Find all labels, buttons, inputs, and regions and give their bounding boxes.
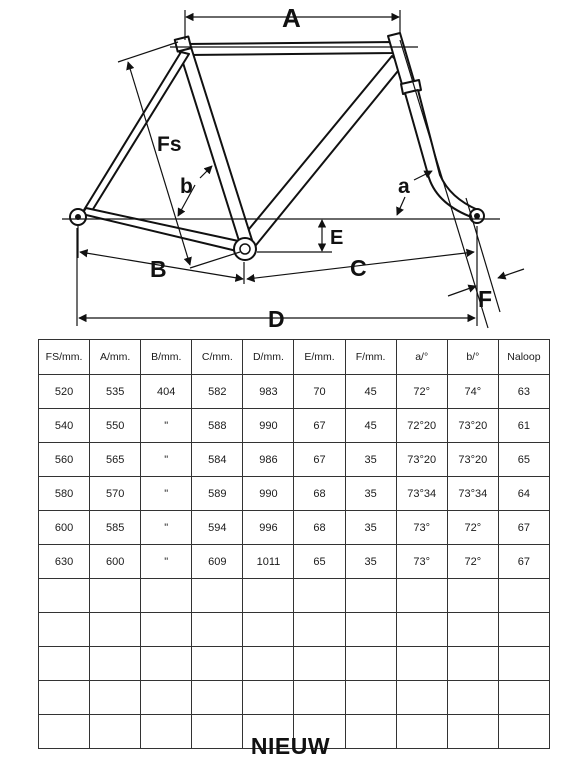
label-d-dimension: D xyxy=(268,306,285,332)
table-header-cell: Naloop xyxy=(498,340,549,375)
label-c-dimension: C xyxy=(350,255,367,281)
table-cell xyxy=(447,647,498,681)
table-cell: 35 xyxy=(345,545,396,579)
front-axle xyxy=(474,213,480,219)
table-cell: 72° xyxy=(447,545,498,579)
table-cell: 45 xyxy=(345,375,396,409)
table-cell: 582 xyxy=(192,375,243,409)
table-cell: 70 xyxy=(294,375,345,409)
table-cell: 73° xyxy=(396,545,447,579)
table-cell xyxy=(243,647,294,681)
table-cell: 72°20 xyxy=(396,409,447,443)
table-cell xyxy=(498,647,549,681)
table-cell xyxy=(39,681,90,715)
table-cell: 986 xyxy=(243,443,294,477)
table-cell xyxy=(447,613,498,647)
table-cell xyxy=(498,681,549,715)
label-a-dimension: A xyxy=(282,3,301,33)
label-a-angle: a xyxy=(398,175,410,198)
table-cell xyxy=(396,681,447,715)
table-cell: 520 xyxy=(39,375,90,409)
table-header-cell: D/mm. xyxy=(243,340,294,375)
table-header-cell: C/mm. xyxy=(192,340,243,375)
table-cell: 68 xyxy=(294,477,345,511)
table-cell: 600 xyxy=(39,511,90,545)
table-row xyxy=(39,647,550,681)
table-header-cell: a/° xyxy=(396,340,447,375)
table-cell: 73° xyxy=(396,511,447,545)
table-cell xyxy=(90,579,141,613)
table-cell: 404 xyxy=(141,375,192,409)
table-cell: 73°20 xyxy=(447,443,498,477)
table-cell: 550 xyxy=(90,409,141,443)
table-cell: " xyxy=(141,511,192,545)
label-f-dimension: F xyxy=(478,286,493,312)
table-row xyxy=(39,545,550,579)
geometry-table-body xyxy=(39,375,550,749)
table-cell xyxy=(396,613,447,647)
table-row xyxy=(39,579,550,613)
table-cell: 65 xyxy=(498,443,549,477)
chain-stay xyxy=(82,208,243,252)
table-cell: 35 xyxy=(345,511,396,545)
table-cell xyxy=(498,613,549,647)
table-cell xyxy=(345,647,396,681)
table-cell: 1011 xyxy=(243,545,294,579)
label-fs: Fs xyxy=(157,133,182,156)
table-header-cell: FS/mm. xyxy=(39,340,90,375)
table-cell: 560 xyxy=(39,443,90,477)
table-cell: 588 xyxy=(192,409,243,443)
table-cell xyxy=(141,681,192,715)
table-cell xyxy=(345,613,396,647)
table-cell xyxy=(294,579,345,613)
table-cell: 45 xyxy=(345,409,396,443)
table-cell: 570 xyxy=(90,477,141,511)
table-cell: 61 xyxy=(498,409,549,443)
table-cell xyxy=(294,681,345,715)
table-cell: 67 xyxy=(498,545,549,579)
table-cell xyxy=(294,647,345,681)
table-cell: 996 xyxy=(243,511,294,545)
table-cell xyxy=(243,579,294,613)
bottom-bracket-inner xyxy=(240,244,250,254)
down-tube xyxy=(240,56,402,250)
table-cell: 73°34 xyxy=(447,477,498,511)
table-cell: 990 xyxy=(243,477,294,511)
table-cell xyxy=(396,579,447,613)
table-cell: 35 xyxy=(345,443,396,477)
table-cell: 64 xyxy=(498,477,549,511)
table-cell: " xyxy=(141,477,192,511)
steering-axis-line xyxy=(400,40,488,328)
seat-cluster xyxy=(175,36,191,51)
table-cell xyxy=(141,613,192,647)
table-cell: 72° xyxy=(396,375,447,409)
table-header-row xyxy=(39,340,550,375)
table-cell: 600 xyxy=(90,545,141,579)
table-cell: 609 xyxy=(192,545,243,579)
table-row xyxy=(39,443,550,477)
a-angle-arrow xyxy=(397,197,405,215)
f-arrow-right xyxy=(498,269,524,278)
table-row xyxy=(39,409,550,443)
table-cell: 594 xyxy=(192,511,243,545)
seat-tube xyxy=(178,44,252,244)
table-row xyxy=(39,477,550,511)
table-row xyxy=(39,511,550,545)
table-row xyxy=(39,681,550,715)
table-cell xyxy=(192,579,243,613)
f-arrow-left xyxy=(448,286,476,296)
table-header-cell: B/mm. xyxy=(141,340,192,375)
table-cell: 67 xyxy=(498,511,549,545)
label-b-dimension: B xyxy=(150,256,167,282)
table-cell: " xyxy=(141,409,192,443)
table-cell: 589 xyxy=(192,477,243,511)
geometry-table xyxy=(38,339,550,749)
table-cell xyxy=(447,681,498,715)
table-cell xyxy=(294,613,345,647)
fs-extension-bottom xyxy=(190,252,240,268)
table-header-cell: E/mm. xyxy=(294,340,345,375)
table-cell: 73°20 xyxy=(447,409,498,443)
table-cell: 74° xyxy=(447,375,498,409)
table-cell: 535 xyxy=(90,375,141,409)
table-cell: 73°20 xyxy=(396,443,447,477)
fs-extension-top xyxy=(118,42,178,62)
frame-geometry-diagram xyxy=(0,0,581,335)
table-header-cell: A/mm. xyxy=(90,340,141,375)
table-cell: 983 xyxy=(243,375,294,409)
table-row xyxy=(39,613,550,647)
footer-title: NIEUW xyxy=(250,733,331,759)
table-cell: 585 xyxy=(90,511,141,545)
table-header-cell: b/° xyxy=(447,340,498,375)
table-cell: 73°34 xyxy=(396,477,447,511)
table-cell xyxy=(90,647,141,681)
table-cell: 580 xyxy=(39,477,90,511)
table-cell: " xyxy=(141,545,192,579)
table-cell xyxy=(192,647,243,681)
table-cell xyxy=(345,681,396,715)
table-cell xyxy=(39,613,90,647)
table-cell xyxy=(39,579,90,613)
table-cell: 67 xyxy=(294,409,345,443)
table-cell xyxy=(498,579,549,613)
label-e: E xyxy=(330,227,344,249)
label-b-angle: b xyxy=(180,175,193,198)
table-cell: 72° xyxy=(447,511,498,545)
table-cell: 630 xyxy=(39,545,90,579)
table-cell: 68 xyxy=(294,511,345,545)
table-cell xyxy=(90,613,141,647)
table-cell xyxy=(192,681,243,715)
b-angle-arrow-top xyxy=(200,166,212,178)
table-cell: 35 xyxy=(345,477,396,511)
table-cell: 65 xyxy=(294,545,345,579)
table-header-cell: F/mm. xyxy=(345,340,396,375)
table-cell: 565 xyxy=(90,443,141,477)
table-cell xyxy=(141,579,192,613)
table-cell xyxy=(141,647,192,681)
table-cell: 990 xyxy=(243,409,294,443)
table-cell xyxy=(90,681,141,715)
table-cell: 67 xyxy=(294,443,345,477)
geometry-table-head xyxy=(39,340,550,375)
table-cell: " xyxy=(141,443,192,477)
table-cell xyxy=(396,647,447,681)
table-cell xyxy=(243,613,294,647)
top-tube xyxy=(185,42,393,55)
table-cell xyxy=(243,681,294,715)
dimension-lines xyxy=(62,10,524,328)
table-cell xyxy=(447,579,498,613)
table-cell: 584 xyxy=(192,443,243,477)
fork-blade xyxy=(405,90,478,218)
table-cell xyxy=(39,647,90,681)
table-cell xyxy=(345,579,396,613)
table-cell: 540 xyxy=(39,409,90,443)
table-row xyxy=(39,375,550,409)
table-cell xyxy=(192,613,243,647)
table-cell: 63 xyxy=(498,375,549,409)
